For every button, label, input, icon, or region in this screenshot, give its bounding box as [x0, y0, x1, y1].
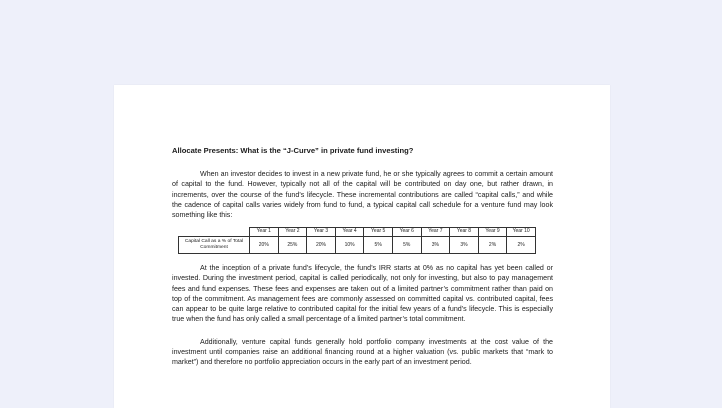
table-cell: 3% [450, 236, 479, 253]
table-cell: 20% [250, 236, 279, 253]
table-row [179, 236, 536, 253]
table-header-year: Year 8 [450, 228, 479, 237]
table-row-label: Capital Call as a % of Total Commitment [179, 236, 250, 253]
table-header-year: Year 7 [421, 228, 450, 237]
table-cell: 5% [392, 236, 421, 253]
table-cell: 25% [278, 236, 307, 253]
table-header-year: Year 2 [278, 228, 307, 237]
table-header-year: Year 4 [335, 228, 364, 237]
table-cell: 3% [421, 236, 450, 253]
paragraph-irr-inception: At the inception of a private fund’s lifecycle, the fund’s IRR starts at 0% as no capital has yet been called or invested. During the investment period, capital is called periodically, not only for investing, but also to pay management fees and fund expenses. These fees and expenses are taken out of a limited partner’s commitment rather than paid on top of the commitment. As management fees are commonly assessed on committed capital vs. contributed capital, fees can appear to be quite large relative to contributed capital for the initial few years of a fund’s lifecycle. This is especially true when the fund has only called a small percentage of a limited partner’s total commitment. [172, 263, 553, 324]
table-cell: 5% [364, 236, 393, 253]
table-cell: 2% [507, 236, 536, 253]
document-title: Allocate Presents: What is the “J-Curve” in private fund investing? [172, 146, 414, 155]
table-header-year: Year 9 [478, 228, 507, 237]
table-cell: 20% [307, 236, 336, 253]
table-corner-cell [179, 228, 250, 237]
page-content [172, 146, 553, 368]
table-header-year: Year 6 [392, 228, 421, 237]
table-header-row [179, 228, 536, 237]
table-cell: 10% [335, 236, 364, 253]
table-header-year: Year 1 [250, 228, 279, 237]
table-header-year: Year 3 [307, 228, 336, 237]
capital-call-table [178, 227, 536, 254]
paragraph-portfolio-valuation: Additionally, venture capital funds generally hold portfolio company investments at the cost value of the investment until companies raise an additional financing round at a higher valuation (vs. public markets that “mark to market”) and therefore no portfolio appreciation occurs in the early part of an investment period. [172, 337, 553, 367]
paragraph-capital-calls: When an investor decides to invest in a new private fund, he or she typically agrees to commit a certain amount of capital to the fund. However, typically not all of the capital will be contributed on day one, but rather drawn, in increments, over the course of the fund’s lifecycle. These incremental contributions are called “capital calls,” and while the cadence of capital calls varies widely from fund to fund, a typical capital call schedule for a venture fund may look something like this: [172, 170, 553, 220]
table-header-year: Year 5 [364, 228, 393, 237]
table-header-year: Year 10 [507, 228, 536, 237]
table-cell: 2% [478, 236, 507, 253]
document-page [114, 85, 610, 408]
